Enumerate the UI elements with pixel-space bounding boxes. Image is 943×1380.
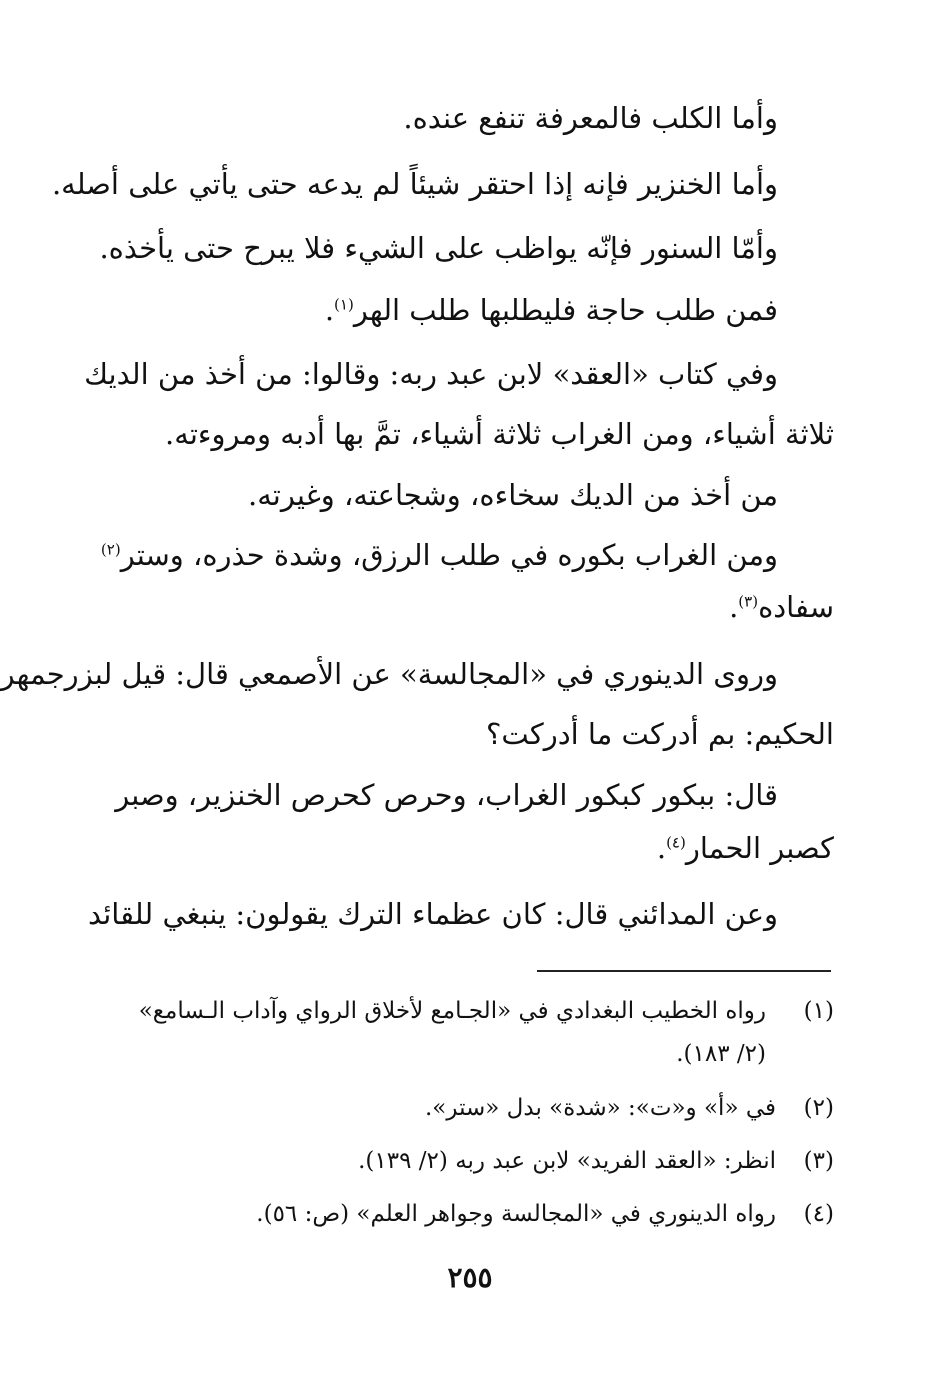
footnote-3-number: (٣) [803, 1148, 834, 1174]
body-line-9-period: . [729, 590, 739, 624]
footnote-ref-2: (٢) [100, 540, 121, 559]
footnote-separator [537, 970, 831, 972]
footnote-3-text: انظر: «العقد الفريد» لابن عبد ربه (٢/ ١٣٩). [358, 1148, 776, 1174]
body-line-8 [100, 533, 778, 577]
body-line-8-text: ومن الغراب بكوره في طلب الرزق، وشدة حذره، وستر [120, 538, 778, 572]
body-line-7: من أخذ من الديك سخاءه، وشجاعته، وغيرته. [248, 478, 778, 512]
body-line-13-text: كصبر الحمار [685, 831, 834, 865]
body-line-5: وفي كتاب «العقد» لابن عبد ربه: وقالوا: من أخذ من الديك [84, 357, 778, 391]
body-line-2: وأما الخنزير فإنه إذا احتقر شيئاً لم يدعه حتى يأتي على أصله. [51, 167, 778, 201]
body-line-12: قال: ببكور كبكور الغراب، وحرص كحرص الخنزير، وصبر [115, 778, 778, 812]
footnote-2-number: (٢) [803, 1095, 834, 1121]
footnote-1-line-2: (٢/ ١٨٣). [676, 1041, 766, 1067]
body-line-6: ثلاثة أشياء، ومن الغراب ثلاثة أشياء، تمَّ بها أدبه ومروءته. [165, 417, 834, 451]
page-number: ٢٥٥ [447, 1261, 493, 1294]
body-line-10: وروى الدينوري في «المجالسة» عن الأصمعي قال: قيل لبزرجمهر [0, 657, 778, 691]
body-line-4-text: فمن طلب حاجة فليطلبها طلب الهر [353, 293, 778, 327]
footnote-1-number: (١) [803, 998, 834, 1024]
footnote-ref-1: (١) [334, 295, 354, 314]
body-line-4-period: . [324, 293, 335, 327]
footnote-4-number: (٤) [803, 1201, 834, 1227]
body-line-3: وأمّا السنور فإنّه يواظب على الشيء فلا يبرح حتى يأخذه. [99, 231, 778, 265]
body-line-1: وأما الكلب فالمعرفة تنفع عنده. [403, 101, 778, 135]
body-line-14: وعن المدائني قال: كان عظماء الترك يقولون: ينبغي للقائد [88, 897, 778, 931]
body-line-9 [680, 585, 834, 629]
body-line-11: الحكيم: بم أدركت ما أدركت؟ [486, 717, 834, 751]
footnote-4-text: رواه الدينوري في «المجالسة وجواهر العلم» (ص: ٥٦). [256, 1201, 776, 1227]
footnote-1-line-1: رواه الخطيب البغدادي في «الجـامع لأخلاق الرواي وآداب الـسامع» [138, 998, 766, 1024]
body-line-13 [620, 826, 834, 870]
body-line-13-period: . [656, 831, 667, 865]
footnote-ref-3: (٣) [738, 592, 759, 611]
body-line-4 [324, 288, 778, 332]
footnote-2-text: في «أ» و«ت»: «شدة» بدل «ستر». [425, 1095, 776, 1121]
body-line-9-text: سفاده [758, 590, 834, 624]
footnote-ref-4: (٤) [666, 833, 686, 852]
